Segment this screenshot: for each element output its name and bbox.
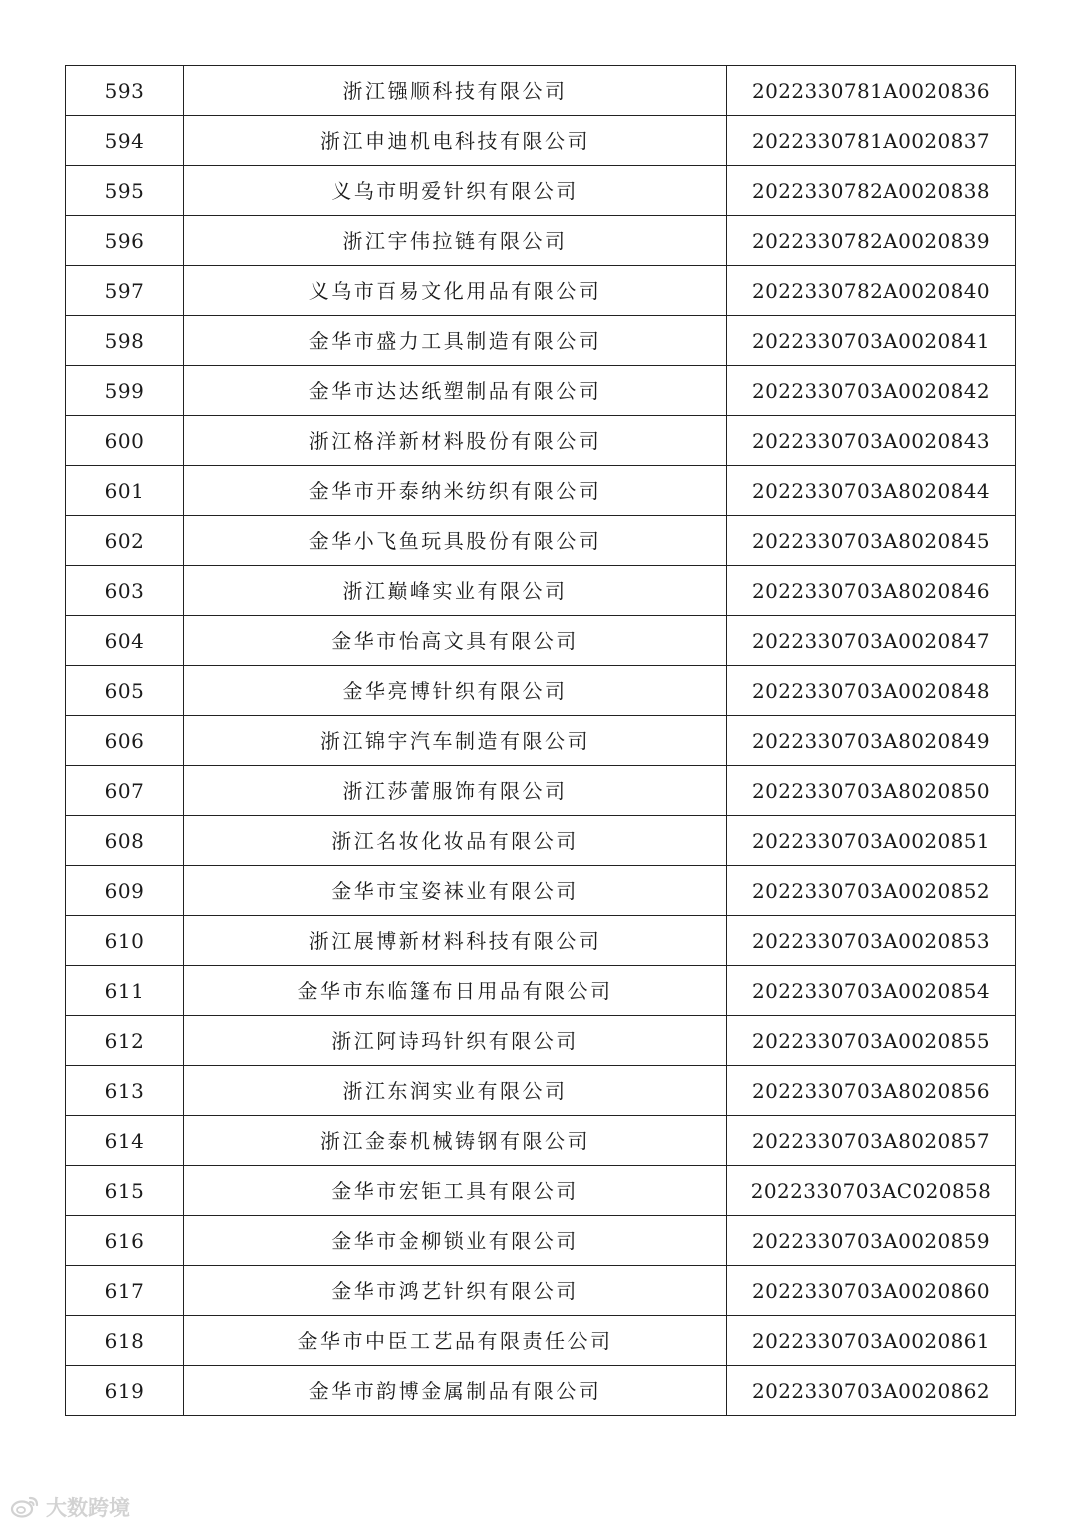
record-code-cell: 2022330703A0020848 (727, 666, 1016, 716)
seq-cell: 603 (66, 566, 184, 616)
record-code-cell: 2022330703A8020857 (727, 1116, 1016, 1166)
table-row (66, 266, 1016, 316)
seq-cell: 614 (66, 1116, 184, 1166)
table-row (66, 216, 1016, 266)
seq-cell: 594 (66, 116, 184, 166)
seq-cell: 608 (66, 816, 184, 866)
record-code-cell: 2022330781A0020837 (727, 116, 1016, 166)
company-name-cell: 浙江名妆化妆品有限公司 (184, 816, 727, 866)
company-name-cell: 金华亮博针织有限公司 (184, 666, 727, 716)
seq-cell: 619 (66, 1366, 184, 1416)
record-code-cell: 2022330782A0020839 (727, 216, 1016, 266)
seq-cell: 618 (66, 1316, 184, 1366)
record-code-cell: 2022330703A0020861 (727, 1316, 1016, 1366)
record-code-cell: 2022330782A0020838 (727, 166, 1016, 216)
seq-cell: 595 (66, 166, 184, 216)
company-name-cell: 浙江金泰机械铸钢有限公司 (184, 1116, 727, 1166)
company-name-cell: 浙江巅峰实业有限公司 (184, 566, 727, 616)
table-row (66, 866, 1016, 916)
company-name-cell: 浙江申迪机电科技有限公司 (184, 116, 727, 166)
company-name-cell: 浙江格洋新材料股份有限公司 (184, 416, 727, 466)
company-name-cell: 金华市盛力工具制造有限公司 (184, 316, 727, 366)
record-code-cell: 2022330703A0020854 (727, 966, 1016, 1016)
table-row (66, 516, 1016, 566)
table-row (66, 1266, 1016, 1316)
table-row (66, 66, 1016, 116)
table-row (66, 1166, 1016, 1216)
table-row (66, 716, 1016, 766)
record-code-cell: 2022330703A0020859 (727, 1216, 1016, 1266)
table-row (66, 566, 1016, 616)
company-name-cell: 金华市达达纸塑制品有限公司 (184, 366, 727, 416)
table-row (66, 466, 1016, 516)
table-body (66, 66, 1016, 1416)
table-row (66, 366, 1016, 416)
record-code-cell: 2022330703A0020860 (727, 1266, 1016, 1316)
seq-cell: 596 (66, 216, 184, 266)
seq-cell: 606 (66, 716, 184, 766)
seq-cell: 605 (66, 666, 184, 716)
record-code-cell: 2022330703A0020852 (727, 866, 1016, 916)
company-name-cell: 金华市开泰纳米纺织有限公司 (184, 466, 727, 516)
record-code-cell: 2022330703A8020850 (727, 766, 1016, 816)
table-row (66, 616, 1016, 666)
seq-cell: 613 (66, 1066, 184, 1116)
seq-cell: 597 (66, 266, 184, 316)
table-row (66, 1116, 1016, 1166)
record-code-cell: 2022330703A0020841 (727, 316, 1016, 366)
company-list-table (65, 65, 1016, 1416)
company-name-cell: 浙江镪顺科技有限公司 (184, 66, 727, 116)
table-row (66, 1216, 1016, 1266)
record-code-cell: 2022330703A0020853 (727, 916, 1016, 966)
seq-cell: 617 (66, 1266, 184, 1316)
record-code-cell: 2022330782A0020840 (727, 266, 1016, 316)
table-row (66, 116, 1016, 166)
seq-cell: 615 (66, 1166, 184, 1216)
record-code-cell: 2022330703A0020851 (727, 816, 1016, 866)
company-name-cell: 金华市韵博金属制品有限公司 (184, 1366, 727, 1416)
company-name-cell: 浙江莎蕾服饰有限公司 (184, 766, 727, 816)
seq-cell: 610 (66, 916, 184, 966)
company-name-cell: 浙江锦宇汽车制造有限公司 (184, 716, 727, 766)
table-row (66, 816, 1016, 866)
watermark-text: 大数跨境 (46, 1496, 130, 1520)
table-row (66, 1066, 1016, 1116)
record-code-cell: 2022330781A0020836 (727, 66, 1016, 116)
company-name-cell: 金华小飞鱼玩具股份有限公司 (184, 516, 727, 566)
company-name-cell: 金华市东临篷布日用品有限公司 (184, 966, 727, 1016)
seq-cell: 616 (66, 1216, 184, 1266)
record-code-cell: 2022330703A8020845 (727, 516, 1016, 566)
record-code-cell: 2022330703A8020849 (727, 716, 1016, 766)
record-code-cell: 2022330703AC020858 (727, 1166, 1016, 1216)
record-code-cell: 2022330703A0020842 (727, 366, 1016, 416)
company-name-cell: 金华市鸿艺针织有限公司 (184, 1266, 727, 1316)
seq-cell: 599 (66, 366, 184, 416)
seq-cell: 611 (66, 966, 184, 1016)
company-name-cell: 浙江东润实业有限公司 (184, 1066, 727, 1116)
seq-cell: 593 (66, 66, 184, 116)
company-name-cell: 义乌市百易文化用品有限公司 (184, 266, 727, 316)
table-row (66, 966, 1016, 1016)
record-code-cell: 2022330703A8020846 (727, 566, 1016, 616)
table-row (66, 666, 1016, 716)
seq-cell: 607 (66, 766, 184, 816)
seq-cell: 600 (66, 416, 184, 466)
company-name-cell: 金华市金柳锁业有限公司 (184, 1216, 727, 1266)
table-row (66, 1366, 1016, 1416)
seq-cell: 604 (66, 616, 184, 666)
record-code-cell: 2022330703A8020844 (727, 466, 1016, 516)
table-row (66, 316, 1016, 366)
table-row (66, 166, 1016, 216)
company-name-cell: 浙江展博新材料科技有限公司 (184, 916, 727, 966)
table-row (66, 1316, 1016, 1366)
seq-cell: 612 (66, 1016, 184, 1066)
seq-cell: 609 (66, 866, 184, 916)
company-name-cell: 义乌市明爱针织有限公司 (184, 166, 727, 216)
record-code-cell: 2022330703A0020862 (727, 1366, 1016, 1416)
record-code-cell: 2022330703A0020855 (727, 1016, 1016, 1066)
weibo-logo-icon (10, 1495, 40, 1519)
company-name-cell: 金华市宏钜工具有限公司 (184, 1166, 727, 1216)
company-name-cell: 金华市中臣工艺品有限责任公司 (184, 1316, 727, 1366)
company-name-cell: 金华市宝姿袜业有限公司 (184, 866, 727, 916)
seq-cell: 602 (66, 516, 184, 566)
record-code-cell: 2022330703A0020843 (727, 416, 1016, 466)
record-code-cell: 2022330703A8020856 (727, 1066, 1016, 1116)
watermark (10, 1492, 130, 1522)
table-row (66, 416, 1016, 466)
company-name-cell: 浙江宇伟拉链有限公司 (184, 216, 727, 266)
table-row (66, 916, 1016, 966)
table-row (66, 1016, 1016, 1066)
record-code-cell: 2022330703A0020847 (727, 616, 1016, 666)
seq-cell: 598 (66, 316, 184, 366)
company-name-cell: 金华市怡高文具有限公司 (184, 616, 727, 666)
seq-cell: 601 (66, 466, 184, 516)
company-name-cell: 浙江阿诗玛针织有限公司 (184, 1016, 727, 1066)
table-row (66, 766, 1016, 816)
